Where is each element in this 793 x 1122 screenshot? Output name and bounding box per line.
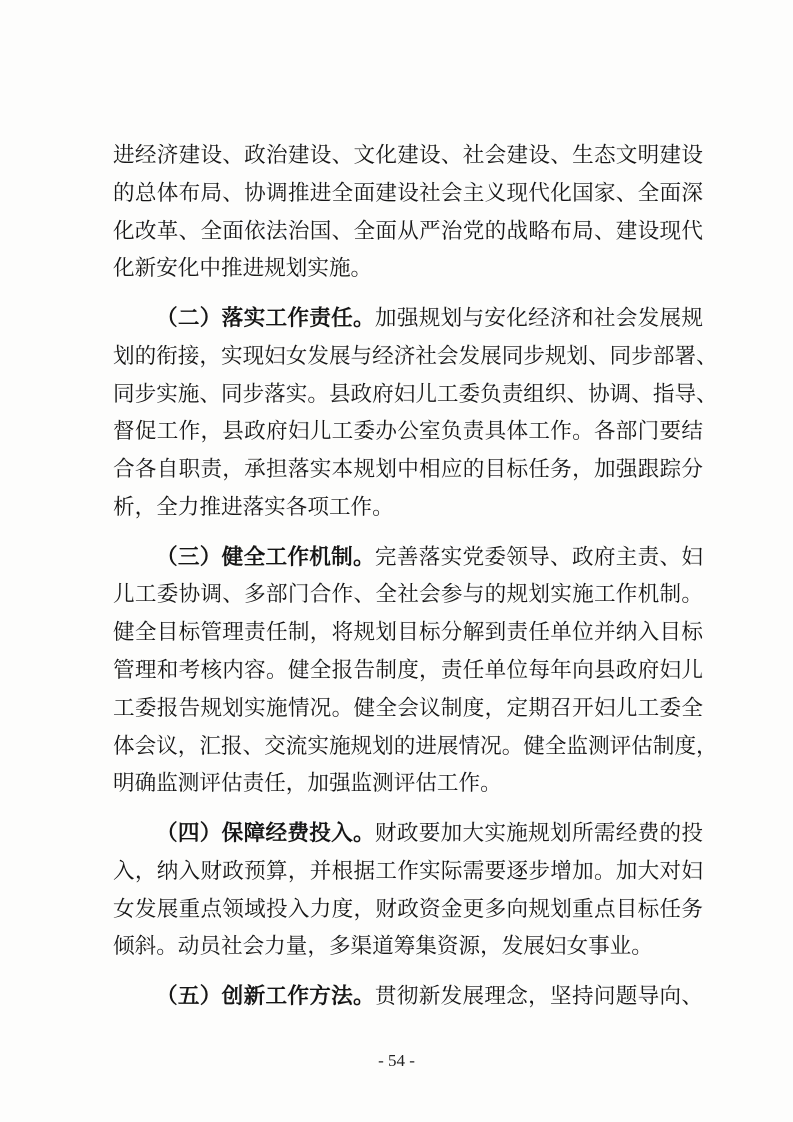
section-first-line xyxy=(113,300,703,338)
text-line: 化改革、全面依法治国、全面从严治党的战略布局、建设现代 xyxy=(113,218,703,244)
section-text: 财政要加大实施规划所需经费的投 xyxy=(374,820,703,846)
page-number: - 54 - xyxy=(378,1051,415,1070)
document-body xyxy=(113,137,718,1016)
section-paragraph xyxy=(113,978,703,1016)
section-first-line xyxy=(113,539,703,577)
text-line: 健全目标管理责任制，将规划目标分解到责任单位并纳入目标 xyxy=(113,620,703,646)
text-line: 的总体布局、协调推进全面建设社会主义现代化国家、全面深 xyxy=(113,180,703,206)
section-paragraph xyxy=(113,815,703,966)
section-text: 完善落实党委领导、政府主责、妇 xyxy=(374,544,703,570)
text-line: 督促工作，县政府妇儿工委办公室负责具体工作。各部门要结 xyxy=(113,419,703,445)
text-line: 倾斜。动员社会力量，多渠道筹集资源，发展妇女事业。 xyxy=(113,934,653,960)
section-heading: （四）保障经费投入。 xyxy=(156,820,375,846)
section-first-line xyxy=(113,815,703,853)
text-line: 工委报告规划实施情况。健全会议制度，定期召开妇儿工委全 xyxy=(113,695,703,721)
text-line: 入，纳入财政预算，并根据工作实际需要逐步增加。加大对妇 xyxy=(113,858,703,884)
text-line: 儿工委协调、多部门合作、全社会参与的规划实施工作机制。 xyxy=(113,582,703,608)
text-line: 析，全力推进落实各项工作。 xyxy=(113,494,394,520)
section-text: 贯彻新发展理念，坚持问题导向、 xyxy=(374,983,703,1009)
text-line: 划的衔接，实现妇女发展与经济社会发展同步规划、同步部署、 xyxy=(113,343,718,369)
section-heading: （五）创新工作方法。 xyxy=(156,983,375,1009)
section-text: 加强规划与安化经济和社会发展规 xyxy=(374,305,703,331)
text-line: 体会议，汇报、交流实施规划的进展情况。健全监测评估制度， xyxy=(113,733,718,759)
section-heading: （三）健全工作机制。 xyxy=(156,544,375,570)
text-line: 合各自职责，承担落实本规划中相应的目标任务，加强跟踪分 xyxy=(113,457,703,483)
text-line: 进经济建设、政治建设、文化建设、社会建设、生态文明建设 xyxy=(113,143,703,168)
intro-paragraph xyxy=(113,137,703,288)
text-line: 女发展重点领域投入力度，财政资金更多向规划重点目标任务 xyxy=(113,896,703,922)
text-line: 同步实施、同步落实。县政府妇儿工委负责组织、协调、指导、 xyxy=(113,381,718,407)
section-heading: （二）落实工作责任。 xyxy=(156,305,375,331)
text-line: 管理和考核内容。健全报告制度，责任单位每年向县政府妇儿 xyxy=(113,657,703,683)
section-paragraph xyxy=(113,539,718,804)
text-line: 明确监测评估责任，加强监测评估工作。 xyxy=(113,771,502,797)
text-line: 化新安化中推进规划实施。 xyxy=(113,256,373,282)
section-first-line xyxy=(113,978,703,1016)
section-paragraph xyxy=(113,300,718,527)
